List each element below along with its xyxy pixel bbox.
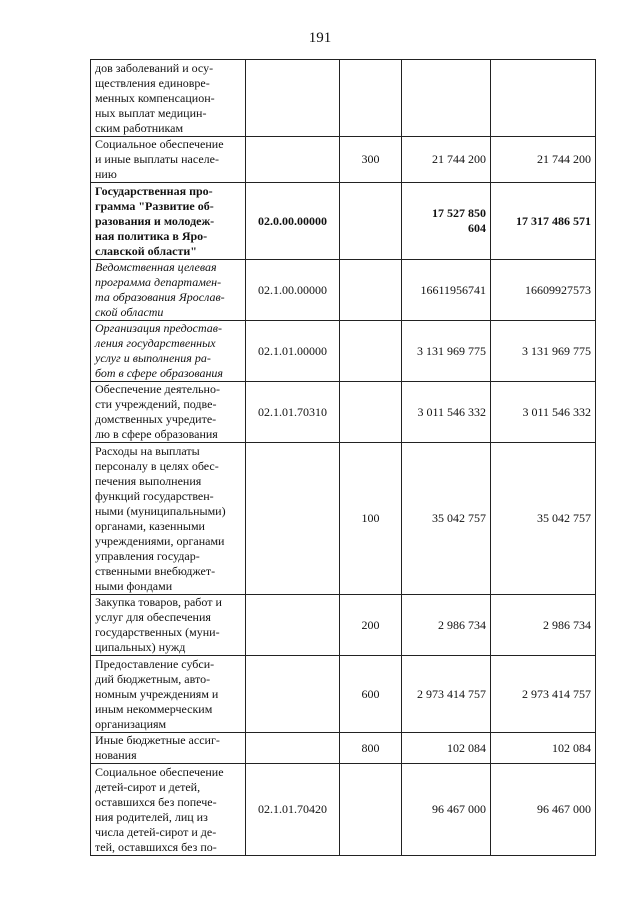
row-code-cell: 02.1.01.70420 xyxy=(246,764,340,856)
row-expense-type-cell xyxy=(340,321,402,382)
row-sum1: 17 527 850 604 xyxy=(432,206,486,235)
row-name: дов заболеваний и осу- ществления единовре- менных компенсацион- ных выплат медицин- ским работникам xyxy=(95,60,215,135)
table-row xyxy=(91,260,596,321)
table-row xyxy=(91,764,596,856)
row-name-cell xyxy=(91,321,246,382)
table-row xyxy=(91,382,596,443)
row-sum2-cell xyxy=(491,60,596,137)
row-code-cell xyxy=(246,656,340,733)
table-row xyxy=(91,137,596,183)
row-sum2-cell: 3 131 969 775 xyxy=(491,321,596,382)
row-name: Государственная про- грамма "Развитие об- разования и молодеж- ная политика в Яро- славской области" xyxy=(95,183,215,258)
row-sum1-cell: 96 467 000 xyxy=(402,764,491,856)
row-name: Закупка товаров, работ и услуг для обеспечения государственных (муни- ципальных) нужд xyxy=(95,595,222,654)
row-expense-type-cell: 300 xyxy=(340,137,402,183)
row-sum2-cell: 17 317 486 571 xyxy=(491,183,596,260)
row-name-cell xyxy=(91,595,246,656)
row-sum1-cell xyxy=(402,183,491,260)
row-sum2-cell: 96 467 000 xyxy=(491,764,596,856)
row-name: Ведомственная целевая программа департамен- та образования Ярослав- ской области xyxy=(95,260,225,319)
table-row xyxy=(91,443,596,595)
row-sum1-cell: 3 131 969 775 xyxy=(402,321,491,382)
row-sum1-cell: 2 986 734 xyxy=(402,595,491,656)
row-sum2-cell: 16609927573 xyxy=(491,260,596,321)
row-name-cell xyxy=(91,443,246,595)
row-code-cell: 02.0.00.00000 xyxy=(246,183,340,260)
row-sum2-cell: 35 042 757 xyxy=(491,443,596,595)
table-row xyxy=(91,656,596,733)
row-sum1-cell: 102 084 xyxy=(402,733,491,764)
row-code-cell xyxy=(246,137,340,183)
row-name: Социальное обеспечение и иные выплаты населе- нию xyxy=(95,137,224,181)
row-sum2-cell: 3 011 546 332 xyxy=(491,382,596,443)
table-row xyxy=(91,321,596,382)
row-name: Организация предостав- ления государственных услуг и выполнения ра- бот в сфере образования xyxy=(95,321,224,380)
row-expense-type-cell: 600 xyxy=(340,656,402,733)
row-expense-type-cell xyxy=(340,764,402,856)
row-name-cell xyxy=(91,764,246,856)
row-expense-type-cell: 800 xyxy=(340,733,402,764)
row-expense-type-cell xyxy=(340,382,402,443)
row-name-cell xyxy=(91,183,246,260)
row-sum1-cell: 35 042 757 xyxy=(402,443,491,595)
row-name-cell xyxy=(91,60,246,137)
row-sum1-cell: 16611956741 xyxy=(402,260,491,321)
row-sum2-cell: 102 084 xyxy=(491,733,596,764)
page-number: 191 xyxy=(308,30,332,46)
table-row xyxy=(91,60,596,137)
row-sum2-cell: 21 744 200 xyxy=(491,137,596,183)
row-expense-type-cell xyxy=(340,183,402,260)
row-name: Предоставление субси- дий бюджетным, авто- номным учреждениям и иным некоммерческим организациям xyxy=(95,656,219,731)
row-expense-type-cell xyxy=(340,260,402,321)
table-row xyxy=(91,183,596,260)
row-name-cell xyxy=(91,137,246,183)
row-name: Обеспечение деятельно- сти учреждений, подве- домственных учредите- лю в сфере образования xyxy=(95,382,220,441)
row-sum1-cell: 21 744 200 xyxy=(402,137,491,183)
row-sum2-cell: 2 973 414 757 xyxy=(491,656,596,733)
table-row xyxy=(91,733,596,764)
row-name: Расходы на выплаты персоналу в целях обес- печения выполнения функций государствен- ными (муниципальными) органами, казенными учреждениями, органами управления государ- ственными внебюджет- ными фондами xyxy=(95,443,226,593)
row-sum1-cell: 2 973 414 757 xyxy=(402,656,491,733)
row-code-cell: 02.1.00.00000 xyxy=(246,260,340,321)
row-name: Иные бюджетные ассиг- нования xyxy=(95,733,220,762)
row-code-cell xyxy=(246,733,340,764)
row-code-cell: 02.1.01.00000 xyxy=(246,321,340,382)
row-name-cell xyxy=(91,382,246,443)
row-name-cell xyxy=(91,260,246,321)
row-sum1-cell xyxy=(402,60,491,137)
row-code-cell xyxy=(246,443,340,595)
row-sum2-cell: 2 986 734 xyxy=(491,595,596,656)
row-expense-type-cell: 100 xyxy=(340,443,402,595)
row-name: Социальное обеспечение детей-сирот и детей, оставшихся без попече- ния родителей, лиц из числа детей-сирот и де- тей, оставшихся без по- xyxy=(95,764,224,854)
row-name-cell xyxy=(91,733,246,764)
row-name-cell xyxy=(91,656,246,733)
row-sum1-cell: 3 011 546 332 xyxy=(402,382,491,443)
row-expense-type-cell: 200 xyxy=(340,595,402,656)
row-code-cell xyxy=(246,595,340,656)
row-code-cell: 02.1.01.70310 xyxy=(246,382,340,443)
row-code-cell xyxy=(246,60,340,137)
row-expense-type-cell xyxy=(340,60,402,137)
table-row xyxy=(91,595,596,656)
budget-table xyxy=(90,59,596,856)
